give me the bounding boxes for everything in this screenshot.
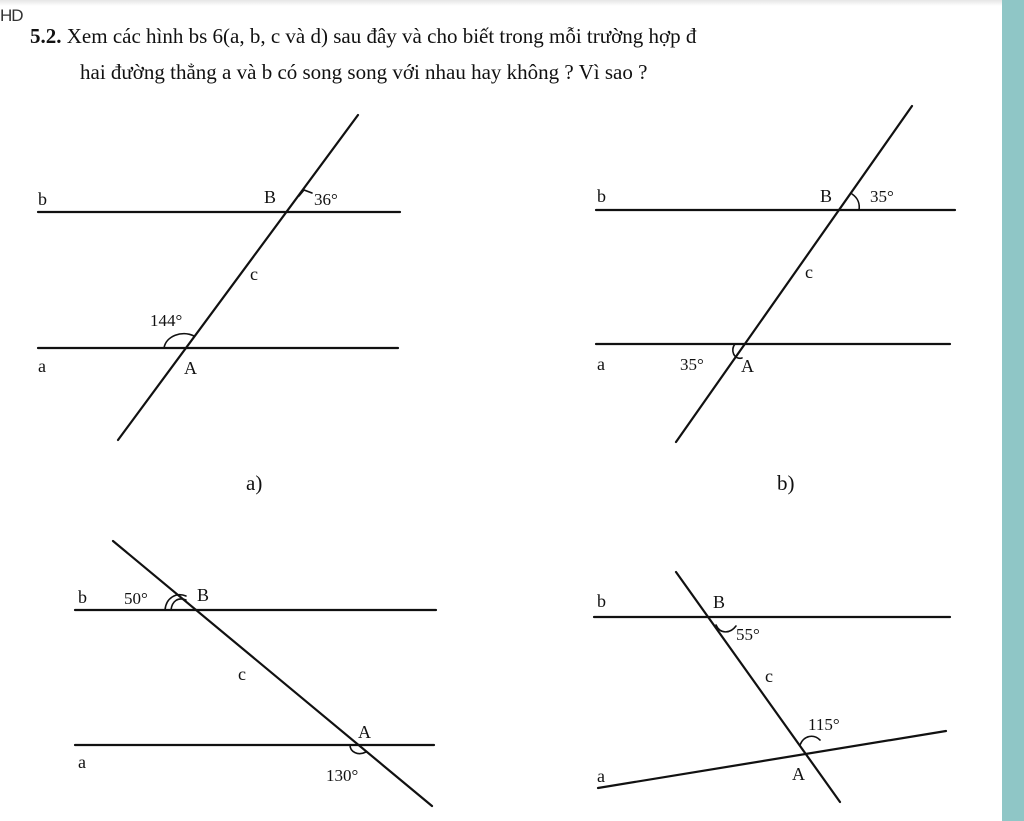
fig-b-angle-b: 35°	[870, 187, 894, 206]
problem-statement-line-2: hai đường thẳng a và b có song song với nhau hay không ? Vì sao ?	[80, 60, 648, 84]
fig-b-label-c: c	[805, 262, 813, 282]
figure-c	[75, 541, 436, 806]
line-a	[598, 731, 946, 788]
fig-d-label-point-a: A	[792, 764, 805, 784]
side-strip	[1002, 0, 1024, 821]
fig-b-label-b: b	[597, 186, 606, 206]
figure-a	[38, 115, 400, 440]
fig-b-label-a: a	[597, 354, 605, 374]
fig-d-label-a: a	[597, 766, 605, 786]
angle-arc-a	[800, 736, 820, 745]
fig-a-label-point-b: B	[264, 187, 277, 207]
fig-d-angle-b: 55°	[736, 625, 760, 644]
fig-a-label-point-a: A	[184, 358, 197, 378]
fig-a-angle-b: 36°	[314, 190, 338, 209]
fig-a-label-c: c	[250, 264, 258, 284]
figure-b	[596, 106, 955, 442]
hd-badge: HD	[0, 6, 23, 25]
fig-c-label-b: b	[78, 587, 87, 607]
problem-text-1: Xem các hình bs 6(a, b, c và d) sau đây và cho biết trong mỗi trường hợp đ	[66, 24, 697, 48]
angle-arc-a	[164, 334, 194, 348]
fig-c-label-a: a	[78, 752, 86, 772]
transversal-c	[118, 115, 358, 440]
fig-a-label-a: a	[38, 356, 46, 376]
fig-b-caption: b)	[777, 471, 795, 495]
figure-d	[594, 572, 950, 802]
transversal-c	[113, 541, 432, 806]
fig-b-label-point-b: B	[820, 186, 833, 206]
fig-d-label-b: b	[597, 591, 606, 611]
fig-a-angle-a: 144°	[150, 311, 183, 330]
fig-c-label-c: c	[238, 664, 246, 684]
fig-d-label-c: c	[765, 666, 773, 686]
fig-d-angle-a: 115°	[808, 715, 840, 734]
transversal-c	[676, 572, 840, 802]
fig-c-label-point-b: B	[197, 585, 210, 605]
fig-b-angle-a: 35°	[680, 355, 704, 374]
fig-c-label-point-a: A	[358, 722, 371, 742]
fig-c-angle-a: 130°	[326, 766, 359, 785]
problem-number: 5.2.	[30, 24, 62, 48]
fig-a-label-b: b	[38, 189, 47, 209]
transversal-c	[676, 106, 912, 442]
fig-b-label-point-a: A	[741, 356, 754, 376]
fig-c-angle-b: 50°	[124, 589, 148, 608]
angle-arc-b	[852, 194, 859, 210]
angle-arc-b-1	[165, 595, 186, 610]
fig-d-label-point-b: B	[713, 592, 726, 612]
fig-a-caption: a)	[246, 471, 263, 495]
